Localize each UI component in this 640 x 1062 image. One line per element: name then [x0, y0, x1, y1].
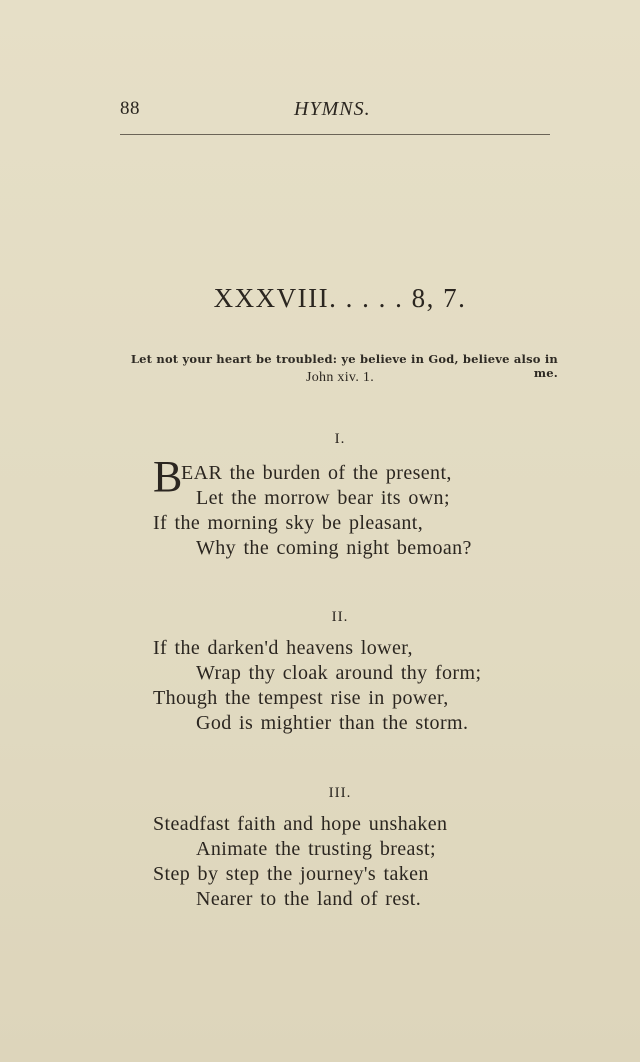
page-number: 88: [120, 98, 140, 119]
verse-line: EAR the burden of the present,: [181, 462, 452, 484]
stanza-number-2: II.: [331, 609, 349, 625]
running-head: HYMNS.: [294, 98, 371, 120]
stanza-number-3: III.: [328, 785, 352, 801]
verse-line: God is mightier than the storm.: [196, 712, 469, 734]
verse-line: Animate the trusting breast;: [196, 838, 436, 860]
verse-line: Step by step the journey's taken: [153, 863, 429, 885]
verse-line: Let the morrow bear its own;: [196, 487, 450, 509]
drop-cap: B: [153, 452, 183, 501]
verse-line: Steadfast faith and hope unshaken: [153, 813, 448, 835]
stanza-number-1: I.: [334, 431, 346, 447]
verse-line: Wrap thy cloak around thy form;: [196, 662, 482, 684]
epigraph: Let not your heart be troubled: ye believe in God, believe also in me.: [130, 352, 558, 380]
verse-line: Though the tempest rise in power,: [153, 687, 449, 709]
hymn-title: XXXVIII. . . . . 8, 7.: [213, 283, 467, 313]
verse-line: Why the coming night bemoan?: [196, 537, 472, 559]
verse-line: If the morning sky be pleasant,: [153, 512, 424, 534]
verse-line: Nearer to the land of rest.: [196, 888, 422, 910]
header-rule: [120, 134, 550, 135]
scripture-citation: John xiv. 1.: [305, 370, 375, 385]
verse-line: If the darken'd heavens lower,: [153, 637, 413, 659]
